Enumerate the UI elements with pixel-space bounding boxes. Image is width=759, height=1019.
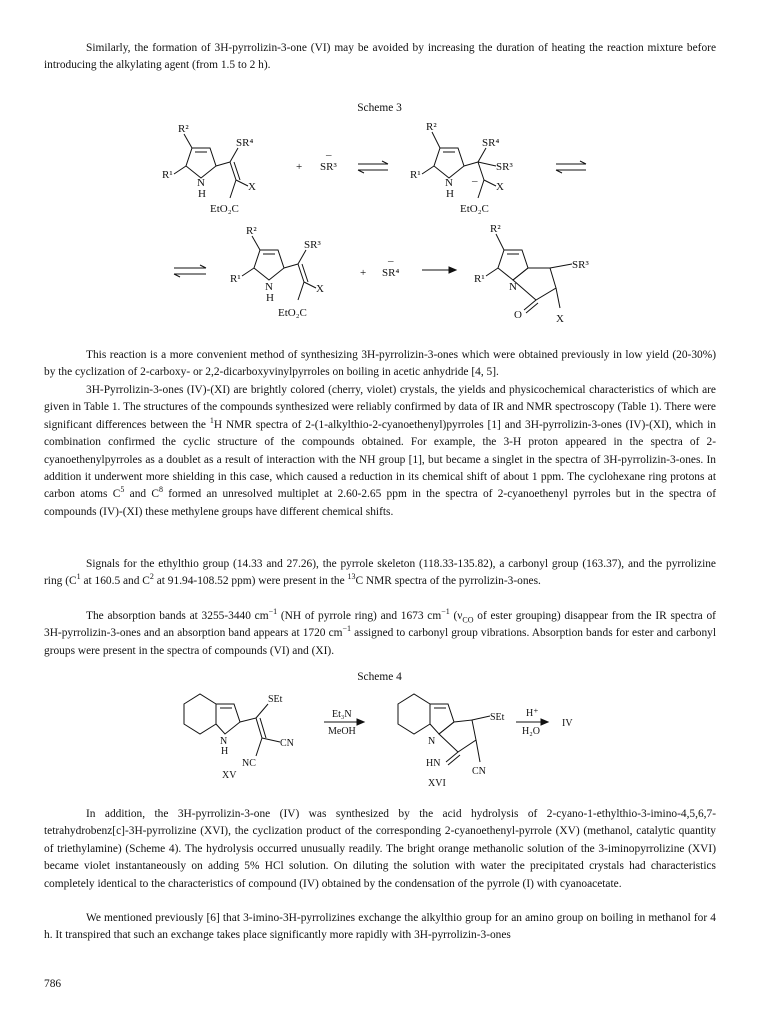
label-n: N (509, 281, 517, 293)
label-r2: R² (490, 223, 501, 235)
label-r1: R¹ (230, 273, 241, 285)
label-etoc: EtO₂C (460, 203, 489, 215)
label-et3n: Et₃N (332, 709, 352, 720)
label-n: N (197, 177, 205, 189)
scheme-4-diagram (170, 690, 590, 800)
label-x: X (496, 181, 504, 193)
label-h: H (446, 188, 454, 200)
label-sr4: SR⁴ (236, 137, 254, 149)
label-carbanion-charge: – (472, 175, 478, 187)
label-anion-charge: – (326, 149, 332, 161)
label-cn: CN (472, 766, 486, 777)
label-set: SEt (268, 694, 283, 705)
label-etoc: EtO₂C (278, 307, 307, 319)
label-x: X (316, 283, 324, 295)
label-h: H (266, 292, 274, 304)
label-set: SEt (490, 712, 505, 723)
label-r2: R² (246, 225, 257, 237)
label-r1: R¹ (474, 273, 485, 285)
label-n: N (445, 177, 453, 189)
label-etoc: EtO₂C (210, 203, 239, 215)
label-cn: CN (280, 738, 294, 749)
page-number: 786 (44, 978, 62, 990)
label-h: H (198, 188, 206, 200)
label-plus: + (296, 161, 303, 173)
label-r1: R¹ (162, 169, 173, 181)
label-xvi: XVI (428, 778, 446, 789)
paragraph-2: This reaction is a more convenient method of synthesizing 3H-pyrrolizin-3-ones which were obtained previously in low yield (20-30%) by the cyclization of 2-carboxy- or 2,2-dicarboxyvinylpyrroles on boiling in acetic anhydride [4, 5]. (44, 349, 716, 379)
label-r1: R¹ (410, 169, 421, 181)
label-sr4: SR⁴ (482, 137, 500, 149)
label-xv: XV (222, 770, 237, 781)
label-o: O (514, 309, 522, 321)
label-iv: IV (562, 718, 573, 729)
label-h2o: H₂O (522, 726, 540, 737)
label-anion-sr3: SR³ (320, 161, 337, 173)
paragraph-4: Signals for the ethylthio group (14.33 and 27.26), the pyrrole skeleton (118.33-135.82), a carbonyl group (163.37), and the pyrrolizine ring ($C^1$ at 160.5 and $C^2$ at 91.94-108.52 ppm) were present in the $^{13}$C NMR spectra of the pyrrolizin-3-ones. (44, 558, 716, 588)
label-sr3: SR³ (304, 239, 321, 251)
paragraph-5: The absorption bands at 3255-3440 $cm^{-1}$ (NH of pyrrole ring) and 1673 $cm^{-1}$ ($\nu_{CO}$ of ester grouping) disappear from the IR spectra of 3H-pyrrolizin-3-ones and an absorption band appears at 1720 $cm^{-1}$ assigned to carbonyl group vibrations. Absorption bands for ester and carbonyl groups were present in the spectra of compounds (VI) and (XI). (44, 607, 717, 657)
scheme-3-diagram (160, 118, 620, 333)
label-n: N (428, 736, 436, 747)
label-h: H (221, 746, 229, 757)
label-plus: + (360, 267, 367, 279)
label-x: X (556, 313, 564, 325)
label-anion-charge: – (388, 255, 394, 267)
label-meoh: MeOH (328, 726, 356, 737)
paragraph-3: 3H-Pyrrolizin-3-ones (IV)-(XI) are brightly colored (cherry, violet) crystals, the yields and physicochemical characteristics of which are given in Table 1. The structures of the compounds synthesized were reliably confirmed by data of IR and NMR spectroscopy (Table 1). There were significant differences between the $^1$H NMR spectra of 2-(1-alkylthio-2-cyanoethenyl)pyrroles [1] and 3H-pyrrolizin-3-ones (IV)-(XI), which in combination confirmed the cyclic structure of the compounds obtained. For example, the 3-H proton appeared in the spectra of 2-cyanoethenylpyrroles as a doublet as a result of interaction with the NH group [1], but became a singlet in the spectra of 3H-pyrrolizin-3-ones. In addition it underwent more shielding in this case, which caused a reduction in its chemical shift of about 1 ppm. The cyclohexane ring protons at carbon atoms $C^5$ and $C^8$ formed an unresolved multiplet at 2.60-2.65 ppm in the spectra of 2-cyanoethenyl pyrroles but in the spectra of compounds (IV)-(XI) these methylene groups have different chemical shifts. (44, 384, 716, 518)
label-hplus: H⁺ (526, 708, 539, 719)
label-x: X (248, 181, 256, 193)
paragraph-1: Similarly, the formation of 3H-pyrrolizin-3-one (VI) may be avoided by increasing the duration of heating the reaction mixture before introducing the alkylating agent (from 1.5 to 2 h). (44, 42, 716, 72)
label-r2: R² (178, 123, 189, 135)
label-n: N (220, 736, 228, 747)
scheme-3-title: Scheme 3 (357, 102, 402, 114)
label-anion-sr4: SR⁴ (382, 267, 400, 279)
label-hn: HN (426, 758, 441, 769)
label-n: N (265, 281, 273, 293)
label-sr3: SR³ (496, 161, 513, 173)
paragraph-6: In addition, the 3H-pyrrolizin-3-one (IV) was synthesized by the acid hydrolysis of 2-cyano-1-ethylthio-3-imino-4,5,6,7-tetrahydrobenz[c]-3H-pyrrolizine (XVI), the cyclization product of the corresponding 2-cyanoethenyl-pyrrole (XV) (methanol, catalytic quantity of triethylamine) (Scheme 4). The hydrolysis occurred unusually readily. The bright orange methanolic solution of the 3-iminopyrrolizine (XVI) became violet instantaneously on adding 5% HCl solution. On diluting the solution with water the precipitated crystals had characteristics completely identical to the characteristics of compound (IV) obtained by the condensation of the pyrrole (I) with cyanoacetate. (44, 808, 716, 890)
label-nc: NC (242, 758, 256, 769)
paragraph-7: We mentioned previously [6] that 3-imino-3H-pyrrolizines exchange the alkylthio group for an amino group on boiling in methanol for 4 h. It transpired that such an exchange takes place significantly more rapidly with 3H-pyrrolizin-3-ones (44, 912, 716, 942)
label-r2: R² (426, 121, 437, 133)
label-sr3: SR³ (572, 259, 589, 271)
scheme-4-title: Scheme 4 (357, 671, 402, 683)
